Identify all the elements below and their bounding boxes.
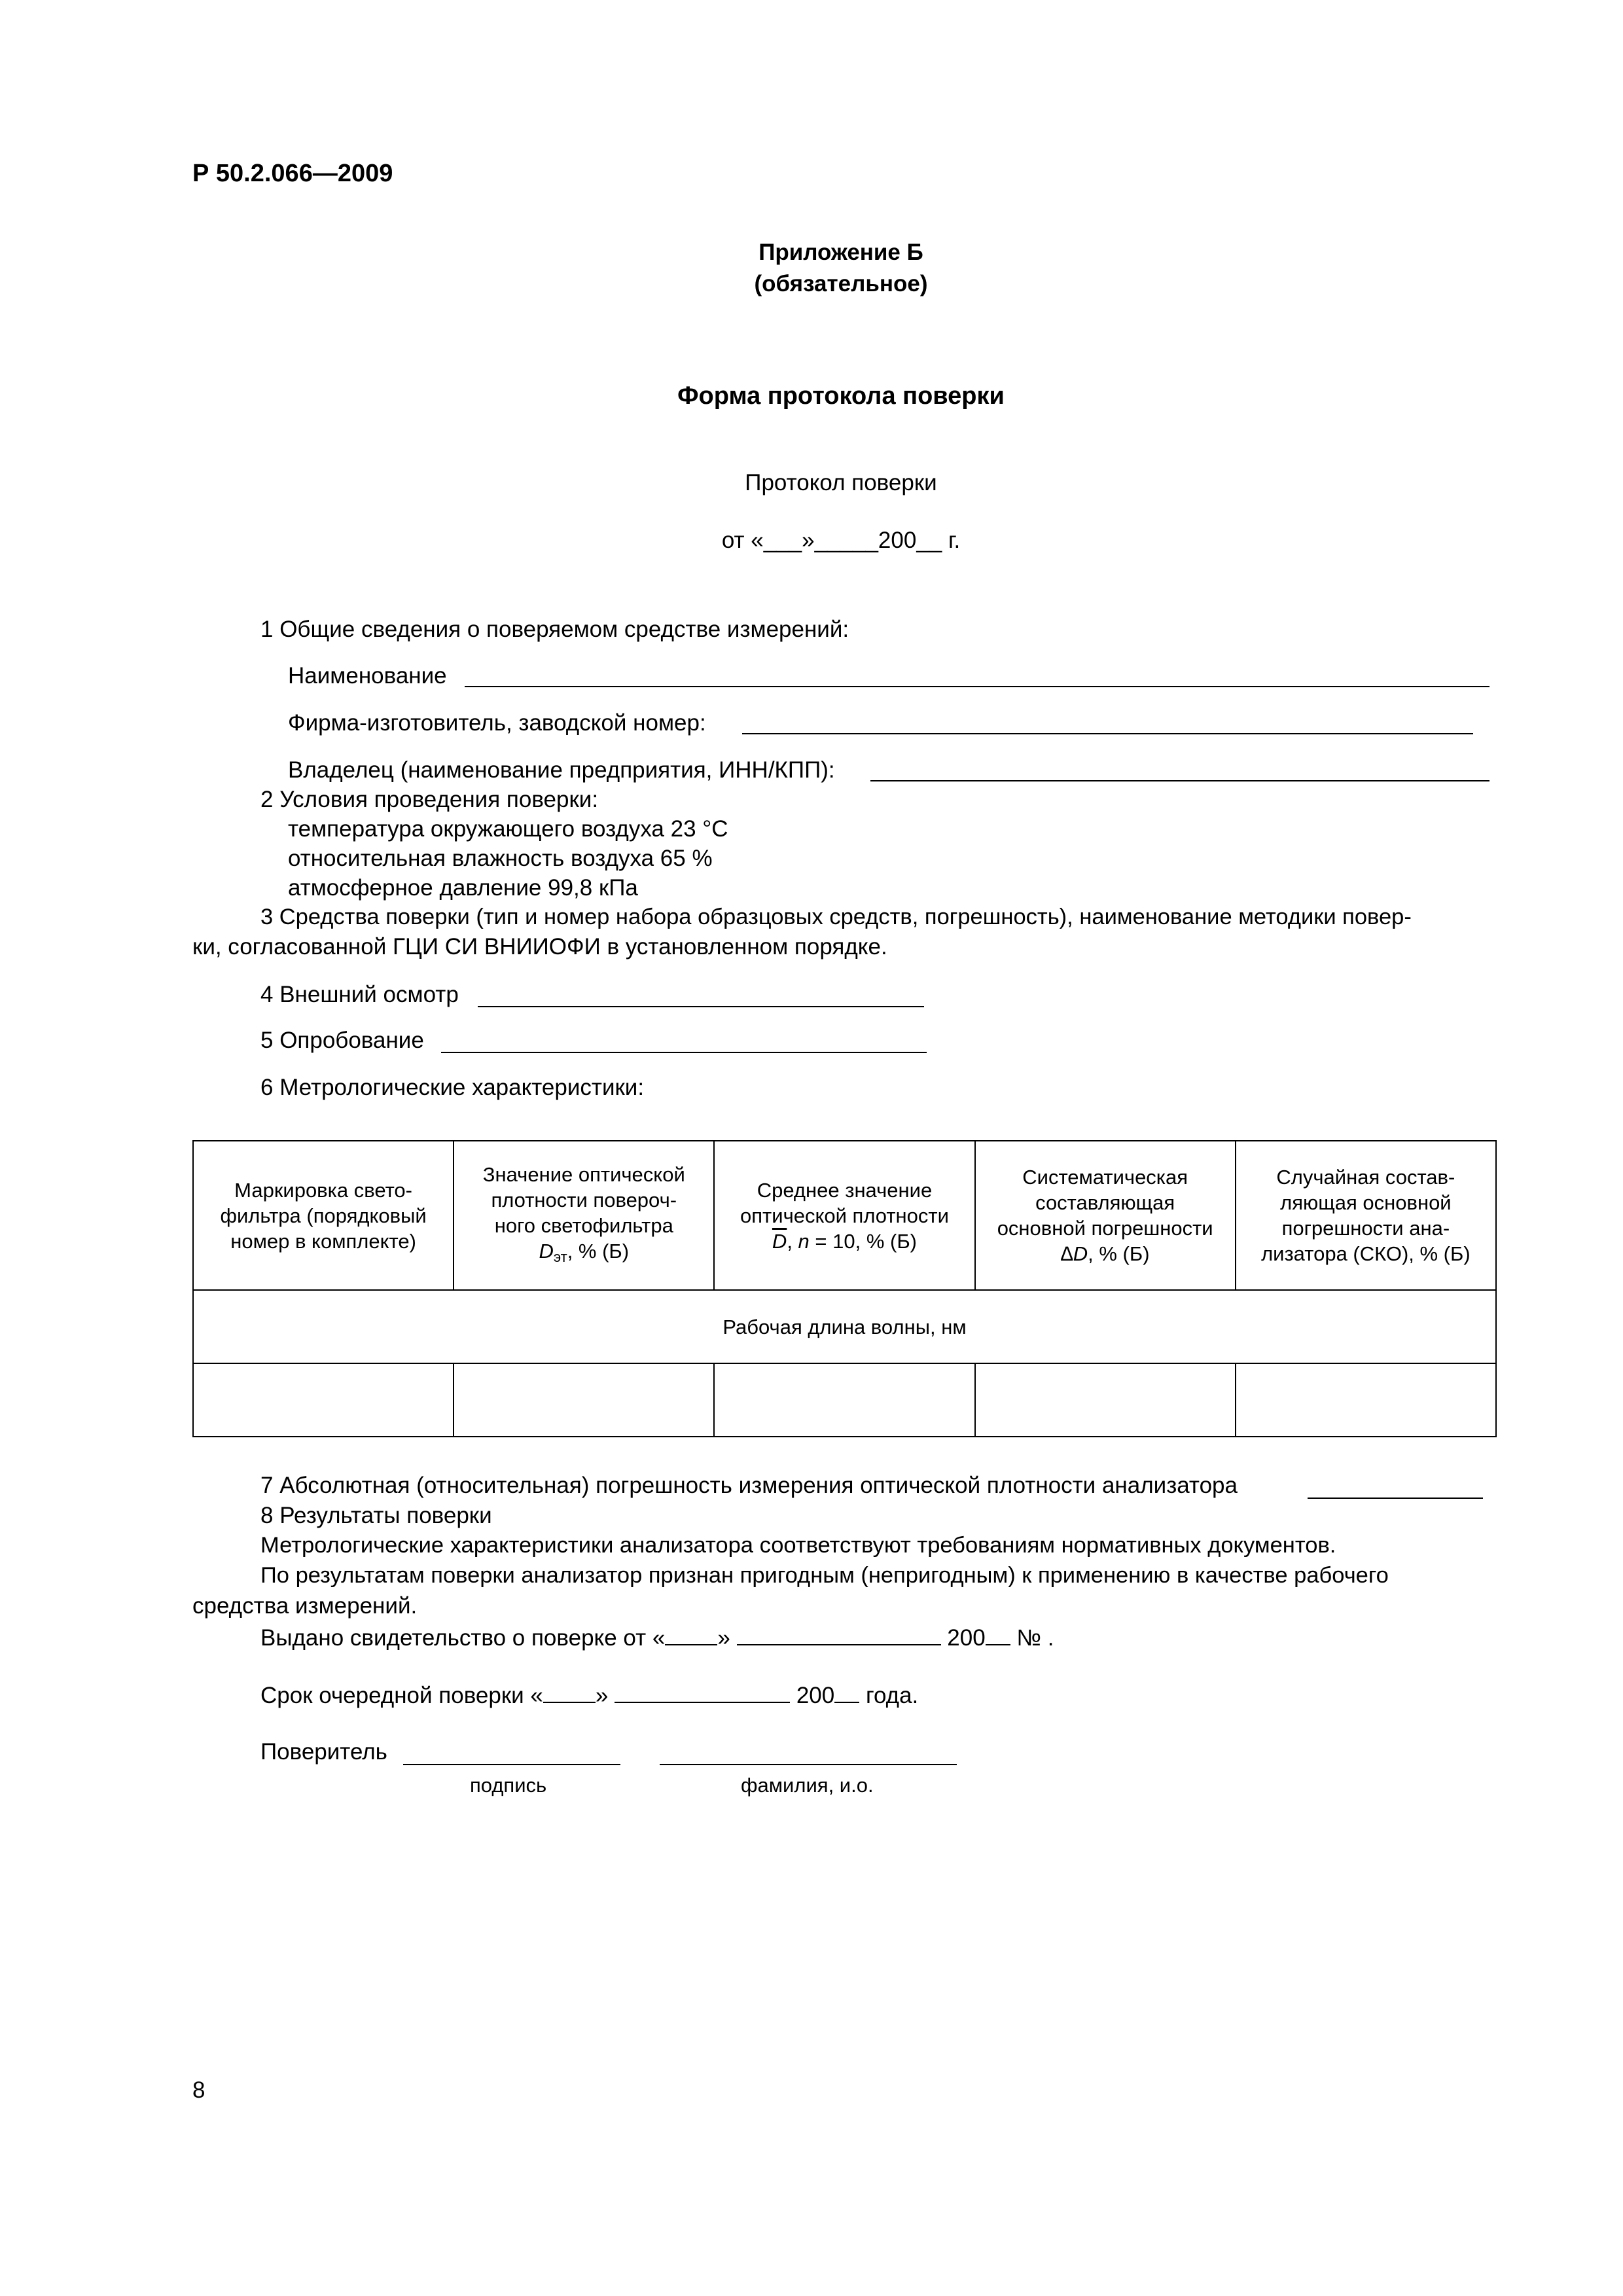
next-month-field[interactable] [615,1682,790,1703]
certificate-day-field[interactable] [665,1624,717,1645]
col-header-random-error [1236,1141,1496,1290]
manufacturer-label: Фирма-изготовитель, заводской номер: [288,710,706,736]
condition-pressure: атмосферное давление 99,8 кПа [288,875,638,901]
metrological-table [192,1140,1497,1437]
full-name-caption: фамилия, и.о. [741,1774,874,1797]
col1-line: Маркировка свето- [234,1178,412,1202]
protocol-date-line: от «___»_____200__ г. [721,528,961,553]
table-cell[interactable] [975,1363,1236,1437]
col5-line: ляющая основной [1280,1191,1452,1214]
col4-line: Систематическая [1022,1166,1188,1189]
signature-caption: подпись [470,1774,547,1797]
col2-unit: , % (Б) [567,1239,630,1263]
next-year-field[interactable] [834,1682,859,1703]
page-number: 8 [192,2077,205,2103]
name-field-line[interactable] [465,660,1489,687]
col-header-mean-density [714,1141,974,1290]
col4-unit: , % (Б) [1088,1242,1150,1265]
col2-line: плотности повероч- [491,1188,677,1211]
col2-line: Значение оптической [482,1162,685,1186]
results-fitness-line-1: По результатам поверки анализатор признан пригодным (непригодным) к применению в качестве рабочего [260,1563,1389,1588]
full-name-field-line[interactable] [660,1738,957,1765]
section-4-label: 4 Внешний осмотр [260,982,459,1007]
testing-field-line[interactable] [441,1026,927,1053]
signature-field-line[interactable] [403,1738,620,1765]
col-header-marking [193,1141,454,1290]
certificate-quote-close: » [717,1625,730,1651]
certificate-line [260,1624,1054,1651]
table-cell[interactable] [714,1363,974,1437]
name-label: Наименование [288,663,447,689]
next-year-suffix: года. [859,1683,919,1708]
col4-line: основной погрешности [997,1217,1213,1240]
col5-line: Случайная состав- [1276,1166,1455,1189]
symbol-delta-d: ∆D [1060,1242,1088,1265]
table-cell[interactable] [1236,1363,1496,1437]
next-year-prefix: 200 [796,1683,835,1708]
col4-symbol-line [981,1241,1230,1266]
document-code: Р 50.2.066—2009 [192,160,393,187]
col1-line: фильтра (порядковый [220,1204,427,1227]
col4-line: составляющая [1035,1191,1175,1214]
col2-symbol-line [459,1238,708,1270]
col2-line: ного светофильтра [494,1213,673,1237]
results-fitness-line-2: средства измерений. [192,1593,418,1619]
next-quote-close: » [595,1683,609,1708]
owner-field-line[interactable] [870,754,1489,781]
protocol-title: Протокол поверки [745,470,937,495]
section-1-heading: 1 Общие сведения о поверяемом средстве измерений: [260,617,849,642]
section-2-heading: 2 Условия проведения поверки: [260,787,599,812]
col1-line: номер в комплекте) [230,1229,416,1253]
form-title: Форма протокола поверки [677,382,1005,410]
certificate-year-field[interactable] [986,1624,1010,1645]
section-7-label: 7 Абсолютная (относительная) погрешность измерения оптической плотности анализатора [260,1473,1238,1498]
table-cell[interactable] [193,1363,454,1437]
condition-humidity: относительная влажность воздуха 65 % [288,846,713,871]
symbol-d-mean: $\overline{D}$ [772,1229,787,1253]
next-verification-text: Срок очередной поверки « [260,1683,543,1708]
external-inspection-field-line[interactable] [478,980,924,1007]
owner-label: Владелец (наименование предприятия, ИНН/КПП): [288,757,835,783]
section-6-heading: 6 Метрологические характеристики: [260,1075,645,1100]
verifier-label: Поверитель [260,1739,387,1765]
condition-temperature: температура окружающего воздуха 23 °С [288,816,728,842]
manufacturer-field-line[interactable] [742,707,1473,734]
symbol-n: n [798,1229,810,1253]
next-day-field[interactable] [543,1682,596,1703]
wavelength-label: Рабочая длина волны, нм [722,1315,967,1338]
col5-line: погрешности ана- [1281,1217,1450,1240]
table-cell[interactable] [454,1363,714,1437]
section-3-line-1: 3 Средства поверки (тип и номер набора образцовых средств, погрешность), наименование методики повер- [260,905,1412,929]
certificate-year-prefix: 200 [947,1625,986,1651]
section-3-line-2: ки, согласованной ГЦИ СИ ВНИИОФИ в установленном порядке. [192,934,887,960]
col-header-systematic-error [975,1141,1236,1290]
col3-line: оптической плотности [740,1204,949,1227]
col5-line: лизатора (СКО), % (Б) [1261,1242,1471,1265]
col3-sep: , [787,1229,798,1253]
col3-line: Среднее значение [757,1178,933,1202]
wavelength-row [193,1290,1496,1363]
appendix-title: Приложение Б [758,240,923,265]
section-5-label: 5 Опробование [260,1028,424,1053]
certificate-text: Выдано свидетельство о поверке от « [260,1625,666,1651]
appendix-status: (обязательное) [754,271,928,296]
subscript-et: эт [553,1248,567,1265]
absolute-error-field-line[interactable] [1308,1471,1483,1499]
col-header-reference-density [454,1141,714,1290]
section-8-heading: 8 Результаты поверки [260,1503,492,1528]
col3-unit: = 10, % (Б) [809,1229,917,1253]
symbol-d: D [539,1239,554,1263]
col3-symbol-line [720,1229,969,1254]
certificate-month-field[interactable] [737,1624,941,1645]
certificate-number-label: № . [1010,1625,1054,1651]
results-meets-requirements: Метрологические характеристики анализатора соответствуют требованиям нормативных документов. [260,1533,1336,1558]
next-verification-line [260,1682,918,1709]
